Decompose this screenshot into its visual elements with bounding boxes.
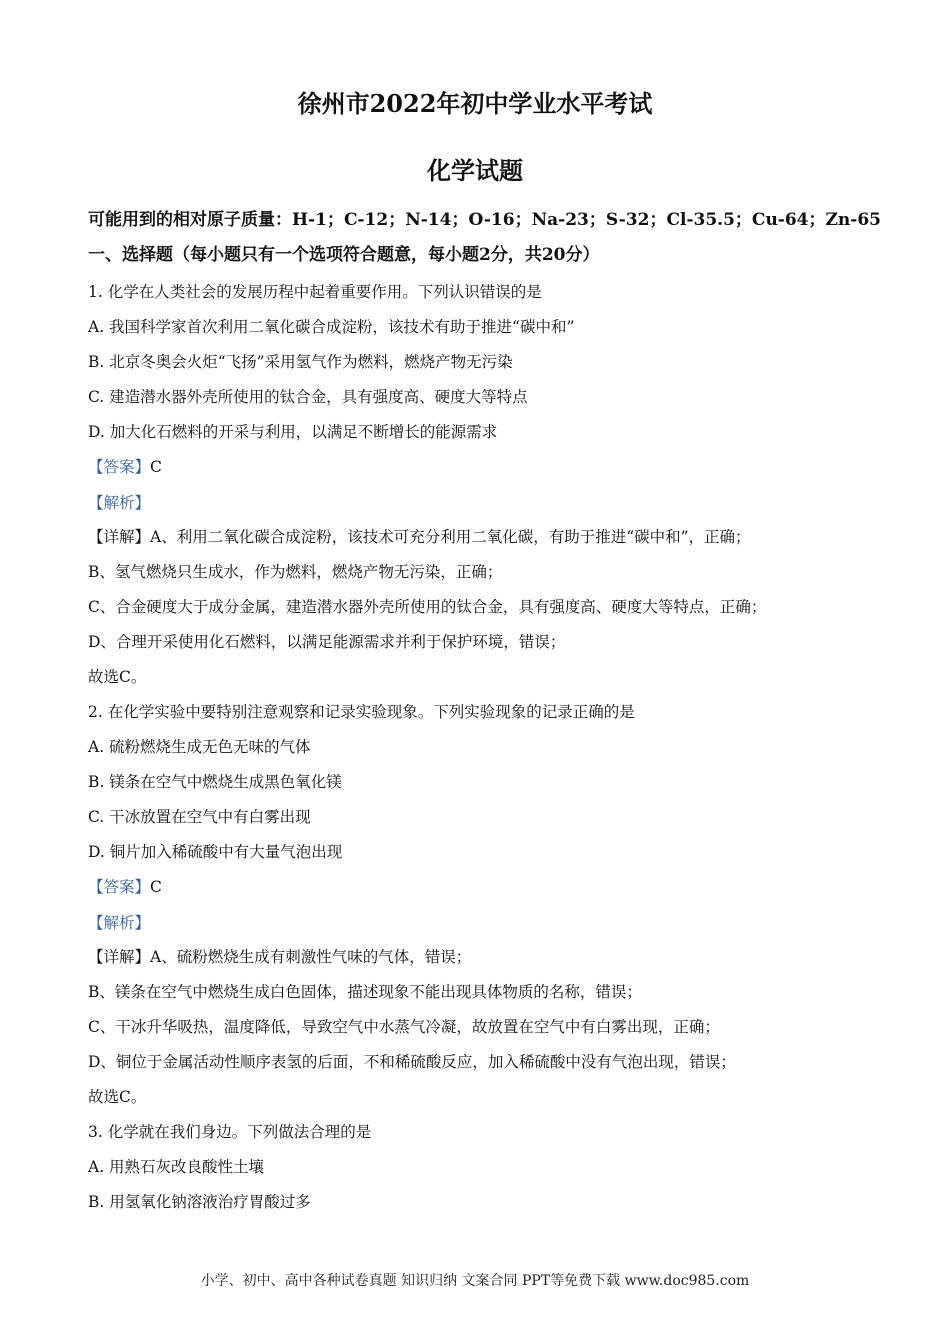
answer-value: C xyxy=(150,878,162,896)
detail-text: A、硫粉燃烧生成有刺激性气味的气体，错误； xyxy=(150,948,472,966)
exam-subtitle: 化学试题 xyxy=(427,156,523,185)
detail-text: A、利用二氧化碳合成淀粉，该技术可充分利用二氧化碳，有助于推进“碳中和”，正确； xyxy=(150,528,751,546)
question-3-stem: 3. 化学就在我们身边。下列做法合理的是 xyxy=(88,1123,372,1141)
question-3-option-b: B. 用氢氧化钠溶液治疗胃酸过多 xyxy=(88,1193,311,1211)
question-2-detail-b: B、镁条在空气中燃烧生成白色固体，描述现象不能出现具体物质的名称，错误； xyxy=(88,983,642,1001)
question-1-stem: 1. 化学在人类社会的发展历程中起着重要作用。下列认识错误的是 xyxy=(88,283,542,301)
question-3-option-a: A. 用熟石灰改良酸性土壤 xyxy=(88,1158,265,1176)
question-1-detail-a xyxy=(88,525,751,547)
question-2-option-d: D. 铜片加入稀硫酸中有大量气泡出现 xyxy=(88,843,343,861)
question-1-option-d: D. 加大化石燃料的开采与利用，以满足不断增长的能源需求 xyxy=(88,423,498,441)
question-2-analysis-tag: 【解析】 xyxy=(88,914,151,932)
question-2-option-c: C. 干冰放置在空气中有白雾出现 xyxy=(88,808,311,826)
question-1-conclusion: 故选C。 xyxy=(88,668,147,686)
question-1-option-c: C. 建造潜水器外壳所使用的钛合金，具有强度高、硬度大等特点 xyxy=(88,388,528,406)
section-heading: 一、选择题（每小题只有一个选项符合题意，每小题2分，共20分） xyxy=(88,245,600,265)
question-2-conclusion: 故选C。 xyxy=(88,1088,147,1106)
detail-tag: 【详解】 xyxy=(88,948,151,966)
exam-title: 徐州市2022年初中学业水平考试 xyxy=(297,89,653,118)
question-1-option-a: A. 我国科学家首次利用二氧化碳合成淀粉，该技术有助于推进“碳中和” xyxy=(88,318,575,336)
question-2-detail-a xyxy=(88,945,471,967)
question-1-detail-b: B、氢气燃烧只生成水，作为燃料，燃烧产物无污染，正确； xyxy=(88,563,503,581)
question-2-option-b: B. 镁条在空气中燃烧生成黑色氧化镁 xyxy=(88,773,342,791)
question-2-detail-c: C、干冰升华吸热，温度降低，导致空气中水蒸气冷凝，故放置在空气中有白雾出现，正确； xyxy=(88,1018,720,1036)
atomic-masses-line: 可能用到的相对原子质量：H-1；C-12；N-14；O-16；Na-23；S-32；Cl-35.5；Cu-64；Zn-65 xyxy=(88,210,881,230)
page-footer: 小学、初中、高中各种试卷真题 知识归纳 文案合同 PPT等免费下载 www.doc985.com xyxy=(200,1273,750,1289)
answer-value: C xyxy=(150,458,162,476)
question-1-detail-c: C、合金硬度大于成分金属，建造潜水器外壳所使用的钛合金，具有强度高、硬度大等特点，正确； xyxy=(88,598,767,616)
question-1-option-b: B. 北京冬奥会火炬“飞扬”采用氢气作为燃料，燃烧产物无污染 xyxy=(88,353,513,371)
question-2-answer xyxy=(88,875,162,897)
question-2-option-a: A. 硫粉燃烧生成无色无味的气体 xyxy=(88,738,311,756)
question-1-detail-d: D、合理开采使用化石燃料，以满足能源需求并利于保护环境，错误； xyxy=(88,633,566,651)
question-1-answer xyxy=(88,455,162,477)
question-2-stem: 2. 在化学实验中要特别注意观察和记录实验现象。下列实验现象的记录正确的是 xyxy=(88,703,635,721)
answer-tag: 【答案】 xyxy=(88,458,151,476)
question-2-detail-d: D、铜位于金属活动性顺序表氢的后面，不和稀硫酸反应，加入稀硫酸中没有气泡出现，错误； xyxy=(88,1053,736,1071)
question-1-analysis-tag: 【解析】 xyxy=(88,494,151,512)
answer-tag: 【答案】 xyxy=(88,878,151,896)
detail-tag: 【详解】 xyxy=(88,528,151,546)
